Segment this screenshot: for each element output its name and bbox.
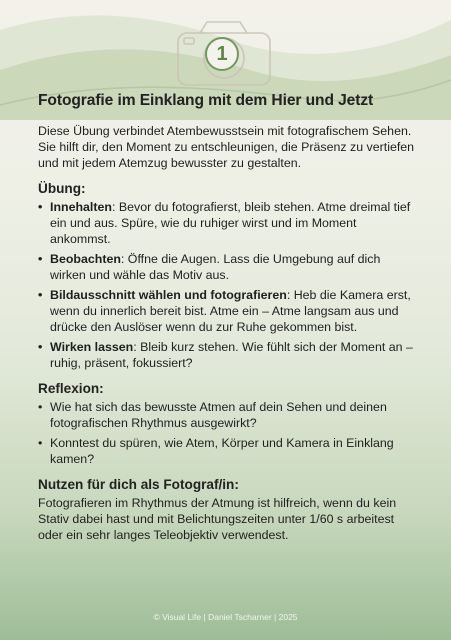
step-term: Bildausschnitt wählen und fotografieren (50, 288, 287, 302)
benefit-text: Fotografieren im Rhythmus der Atmung ist hilfreich, wenn du kein Stativ dabei hast und mit Belichtungszeiten unter 1/60 s arbeitest oder ein sehr langes Teleobjektiv verwendest. (38, 496, 397, 542)
reflection-questions (38, 399, 416, 467)
exercise-step (38, 339, 416, 371)
bullet: • (38, 400, 43, 414)
step-text: : Bevor du fotografierst, bleib stehen. Atme dreimal tief ein und aus. Spüre, wie du ruhiger wirst und im Moment ankommst. (50, 200, 411, 246)
reflection-question (38, 399, 416, 431)
exercise-number-badge: 1 (205, 37, 239, 71)
reflection-heading: Reflexion: (38, 381, 104, 396)
bullet: • (38, 288, 43, 302)
step-text: : Bleib kurz stehen. Wie fühlt sich der Moment an – ruhig, präsent, fokussiert? (50, 340, 413, 370)
exercise-steps (38, 199, 416, 371)
bullet: • (38, 340, 43, 354)
bullet: • (38, 200, 43, 214)
step-text: : Heb die Kamera erst, wenn du innerlich bereit bist. Atme ein – Atme langsam aus und drücke den Auslöser wenn du zur Ruhe gekommen bist. (50, 288, 411, 334)
step-term: Wirken lassen (50, 340, 134, 354)
reflection-question (38, 435, 416, 467)
benefit-heading: Nutzen für dich als Fotograf/in: (38, 477, 239, 492)
bullet: • (38, 252, 43, 266)
intro-text: Diese Übung verbindet Atembewusstsein mit fotografischem Sehen. Sie hilft dir, den Moment zu entschleunigen, die Präsenz zu vertiefen und mit jedem Atemzug bewusster zu gestalten. (38, 124, 415, 170)
copyright-footer: © Visual Life | Daniel Tscharner | 2025 (153, 612, 298, 622)
exercise-step (38, 287, 416, 335)
question-text: Wie hat sich das bewusste Atmen auf dein Sehen und deinen fotografischen Rhythmus ausgewirkt? (50, 400, 387, 430)
exercise-step (38, 251, 416, 283)
question-text: Konntest du spüren, wie Atem, Körper und Kamera in Einklang kamen? (50, 436, 394, 466)
step-term: Beobachten (50, 252, 121, 266)
exercise-step (38, 199, 416, 247)
card-title: Fotografie im Einklang mit dem Hier und Jetzt (38, 92, 374, 109)
step-term: Innehalten (50, 200, 112, 214)
card-content (38, 92, 416, 543)
bullet: • (38, 436, 43, 450)
step-text: : Öffne die Augen. Lass die Umgebung auf dich wirken und wähle das Motiv aus. (50, 252, 381, 282)
exercise-heading: Übung: (38, 181, 86, 196)
